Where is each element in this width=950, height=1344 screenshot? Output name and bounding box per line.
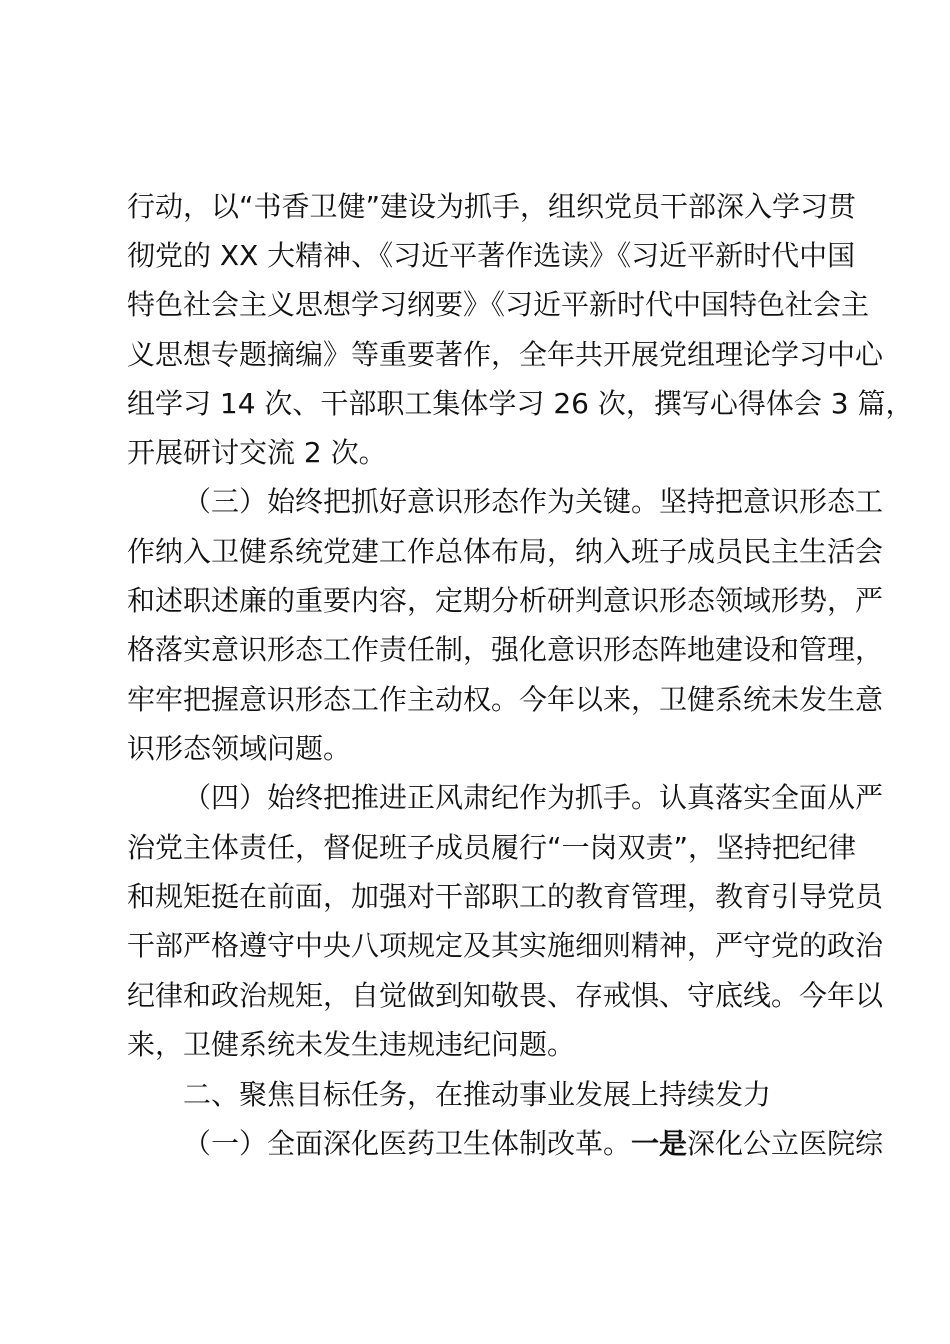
subsection-heading-prefix: （一）全面深化医药卫生体制改革。: [183, 1127, 632, 1160]
text-line: 彻党的 XX 大精神、《习近平著作选读》《习近平新时代中国: [127, 239, 856, 272]
text-line: 格落实意识形态工作责任制，强化意识形态阵地建设和管理，: [127, 633, 884, 666]
subsection-heading-suffix: 深化公立医院综: [687, 1127, 884, 1160]
subsection-heading-line: [183, 1124, 884, 1164]
text-line: 和规矩挺在前面，加强对干部职工的教育管理，教育引导党员: [127, 880, 884, 913]
section-heading: 二、聚焦目标任务，在推动事业发展上持续发力: [183, 1078, 772, 1111]
text-line: 开展研讨交流 2 次。: [127, 436, 387, 469]
text-line: 特色社会主义思想学习纲要》《习近平新时代中国特色社会主: [127, 288, 870, 321]
paragraph-heading-line: （三）始终把抓好意识形态作为关键。坚持把意识形态工: [183, 485, 884, 518]
text-line: 义思想专题摘编》等重要著作，全年共开展党组理论学习中心: [127, 338, 884, 371]
text-line: 行动，以“书香卫健”建设为抓手，组织党员干部深入学习贯: [127, 190, 857, 223]
text-line: 来，卫健系统未发生违规违纪问题。: [127, 1028, 576, 1061]
text-line: 作纳入卫健系统党建工作总体布局，纳入班子成员民主生活会: [127, 535, 884, 568]
text-line: 和述职述廉的重要内容，定期分析研判意识形态领域形势，严: [127, 584, 884, 617]
text-line: 组学习 14 次、干部职工集体学习 26 次，撰写心得体会 3 篇，: [127, 387, 914, 420]
text-line: 牢牢把握意识形态工作主动权。今年以来，卫健系统未发生意: [127, 683, 884, 716]
text-line: 治党主体责任，督促班子成员履行“一岗双责”，坚持把纪律: [127, 831, 857, 864]
text-line: 干部严格遵守中央八项规定及其实施细则精神，严守党的政治: [127, 929, 884, 962]
text-line: 纪律和政治规矩，自觉做到知敬畏、存戒惧、守底线。今年以: [127, 979, 884, 1012]
paragraph-heading-line: （四）始终把推进正风肃纪作为抓手。认真落实全面从严: [183, 781, 884, 814]
emphasis-label: 一是: [631, 1127, 688, 1160]
text-line: 识形态领域问题。: [127, 732, 352, 765]
